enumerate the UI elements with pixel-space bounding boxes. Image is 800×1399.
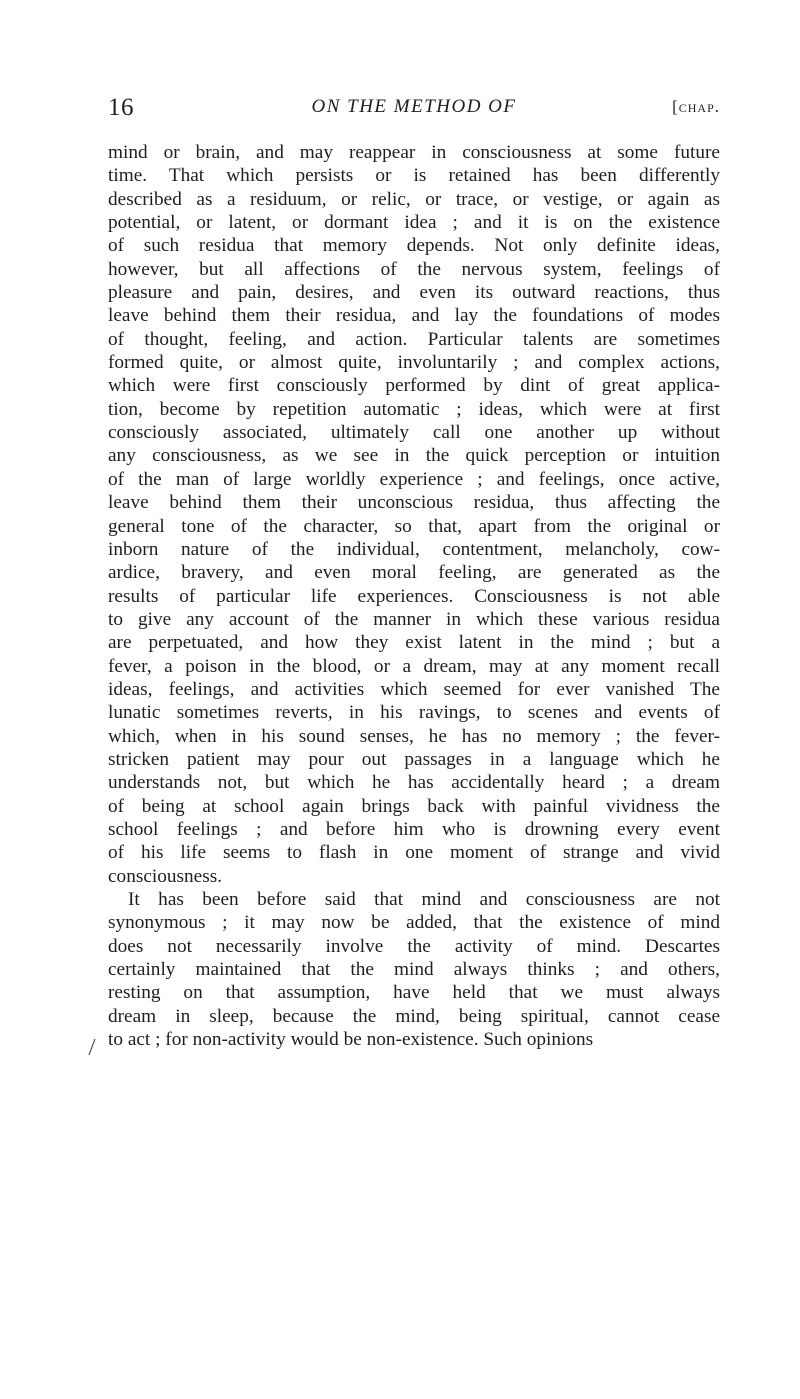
text-line: understands not, but which he has accidentally heard ; a dream [108,772,720,794]
paragraph [108,141,720,888]
text-line: consciously associated, ultimately call one another up without [108,422,720,444]
text-line: which, when in his sound senses, he has no memory ; the fever- [108,725,720,747]
text-line: tion, become by repetition automatic ; ideas, which were at first [108,398,720,420]
paragraph [108,888,720,1051]
page-number: 16 [108,94,134,121]
running-title: ON THE METHOD OF [311,96,517,117]
text-line: mind or brain, and may reappear in consciousness at some future [108,142,720,163]
running-head [108,92,720,126]
text-line: of being at school again brings back with painful vividness the [108,795,720,817]
chapter-mark: [chap. [672,97,720,116]
text-line: of his life seems to flash in one moment of strange and vivid [108,842,720,864]
text-line: ideas, feelings, and activities which seemed for ever vanished The [108,678,720,700]
text-line: are perpetuated, and how they exist latent in the mind ; but a [108,632,720,654]
text-line: leave behind them their residua, and lay the foundations of modes [108,305,720,327]
text-line: described as a residuum, or relic, or trace, or vestige, or again as [108,188,720,210]
text-line: pleasure and pain, desires, and even its outward reactions, thus [108,282,720,304]
text-line: synonymous ; it may now be added, that the existence of mind [108,912,720,934]
text-line: any consciousness, as we see in the quick perception or intuition [108,445,720,467]
text-line: to act ; for non-activity would be non-existence. Such opinions [108,1029,594,1051]
body-text [108,141,720,1051]
text-line: formed quite, or almost quite, involuntarily ; and complex actions, [108,352,720,374]
pencil-margin-mark-icon [88,1038,96,1056]
text-line: to give any account of the manner in which these various residua [108,608,720,630]
text-line: leave behind them their unconscious residua, thus affecting the [108,492,720,514]
text-line: stricken patient may pour out passages in a language which he [108,748,720,770]
text-line: resting on that assumption, have held that we must always [108,982,720,1004]
text-line: of thought, feeling, and action. Particular talents are sometimes [108,328,720,350]
text-line: potential, or latent, or dormant idea ; and it is on the existence [108,212,720,234]
text-line: of the man of large worldly experience ; and feelings, once active, [108,468,720,490]
text-line: time. That which persists or is retained has been differently [108,165,720,187]
text-line: results of particular life experiences. Consciousness is not able [108,585,720,607]
text-line: fever, a poison in the blood, or a dream, may at any moment recall [108,655,720,677]
text-line: school feelings ; and before him who is drowning every event [108,818,720,840]
text-line: It has been before said that mind and consciousness are not [128,889,720,910]
text-line: inborn nature of the individual, contentment, melancholy, cow- [108,538,720,560]
text-line: which were first consciously performed by dint of great applica- [108,375,720,397]
text-line: dream in sleep, because the mind, being spiritual, cannot cease [108,1005,720,1027]
text-line: of such residua that memory depends. Not only definite ideas, [108,235,720,257]
text-line: general tone of the character, so that, apart from the original or [108,515,720,537]
text-line: does not necessarily involve the activity of mind. Descartes [108,935,720,957]
text-line: however, but all affections of the nervous system, feelings of [108,258,720,280]
text-line: consciousness. [108,865,223,887]
text-line: lunatic sometimes reverts, in his ravings, to scenes and events of [108,702,720,724]
text-line: certainly maintained that the mind always thinks ; and others, [108,959,720,981]
text-line: ardice, bravery, and even moral feeling, are generated as the [108,562,720,584]
